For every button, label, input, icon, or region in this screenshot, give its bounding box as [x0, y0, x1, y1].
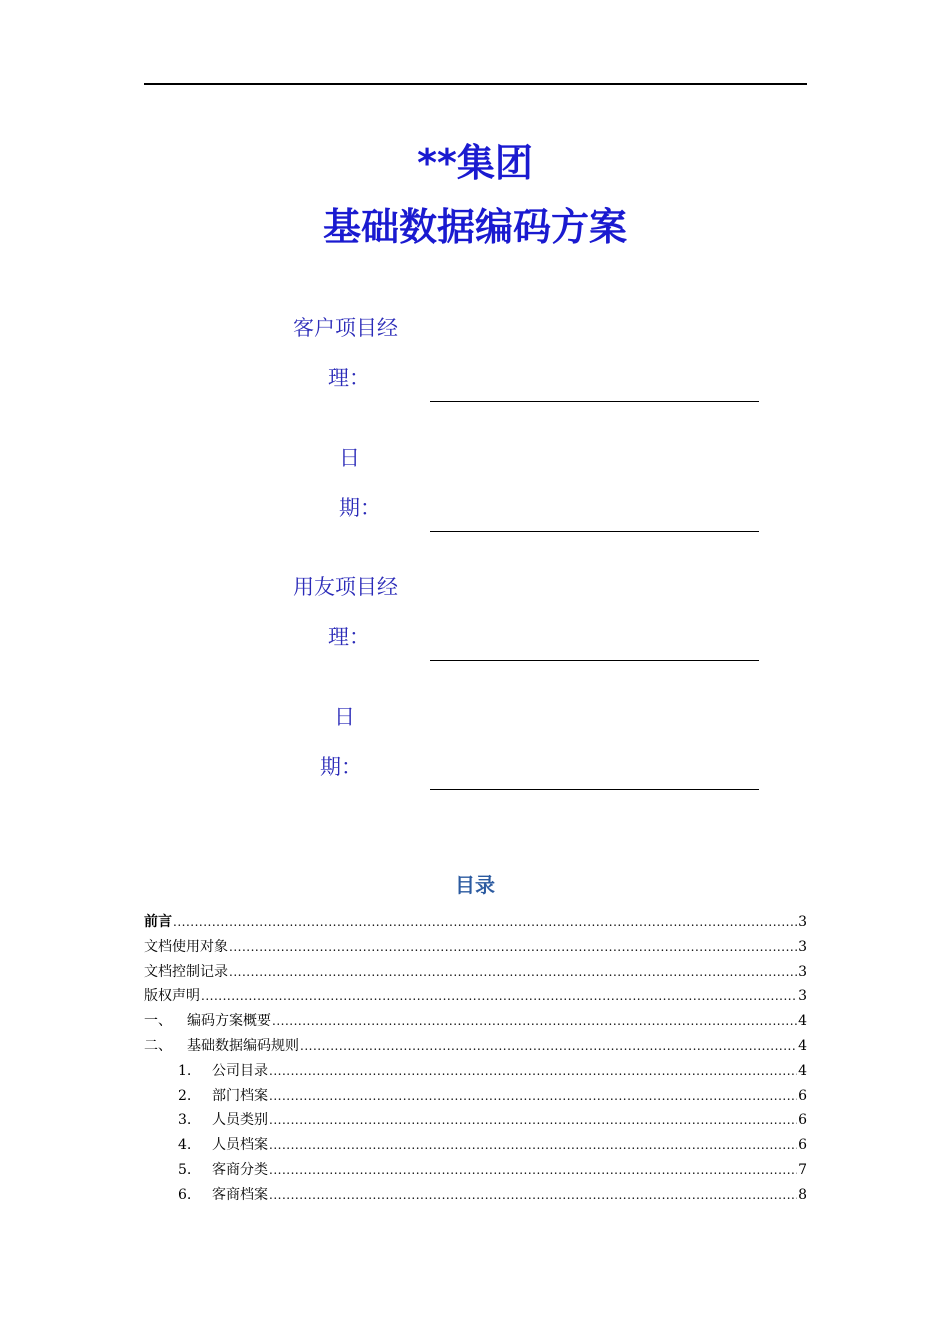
toc-entry-page: 3: [798, 988, 807, 1005]
toc-entry-text: 前言: [144, 914, 172, 930]
toc-entry[interactable]: [144, 1183, 807, 1208]
toc-entry-number: 4.: [178, 1137, 192, 1154]
toc-entry-page: 4: [798, 1037, 807, 1054]
toc-leader: [269, 1084, 797, 1109]
toc-entry-text: 部门档案: [212, 1087, 268, 1104]
client-date-label-a: 日: [339, 446, 360, 470]
toc-entry-number: 5.: [178, 1161, 192, 1178]
toc-entry-number: 6.: [178, 1186, 192, 1203]
toc-entry-page: 4: [798, 1062, 807, 1079]
yonyou-date-label-b: 期：: [320, 755, 362, 779]
toc-leader: [272, 1009, 797, 1034]
toc-entry[interactable]: [144, 1158, 807, 1183]
toc-entry-number: 3.: [178, 1112, 192, 1129]
toc-entry-text: 文档使用对象: [144, 938, 228, 955]
yonyou-manager-label-b: 理：: [328, 625, 370, 649]
toc-entry-number: 2.: [178, 1087, 192, 1104]
toc-entry-text: 客商分类: [212, 1161, 268, 1178]
toc-entry-page: 7: [798, 1161, 807, 1178]
header-rule: [144, 83, 807, 85]
toc-entry-text: 客商档案: [212, 1186, 268, 1203]
yonyou-manager-signature-line: [430, 660, 759, 661]
toc-entry-text: 人员类别: [212, 1112, 268, 1129]
toc-entry-number: 一、: [144, 1013, 172, 1030]
toc-leader: [269, 1158, 797, 1183]
toc-leader: [269, 1183, 797, 1208]
yonyou-date-label-a: 日: [334, 705, 355, 729]
table-of-contents: [144, 910, 807, 1208]
toc-entry-text: 公司目录: [212, 1062, 268, 1079]
toc-leader: [269, 1059, 797, 1084]
toc-entry[interactable]: [144, 910, 807, 935]
client-manager-label-b: 理：: [328, 366, 370, 390]
toc-entry[interactable]: [144, 1034, 807, 1059]
document-title-line2: 基础数据编码方案: [322, 205, 627, 249]
toc-entry-text: 编码方案概要: [187, 1013, 271, 1030]
toc-entry[interactable]: [144, 984, 807, 1009]
toc-leader: [229, 960, 797, 985]
toc-leader: [229, 935, 797, 960]
toc-entry-number: 二、: [144, 1037, 172, 1054]
toc-entry-number: 1.: [178, 1062, 192, 1079]
client-date-line: [430, 531, 759, 532]
client-date-label-b: 期：: [339, 496, 381, 520]
yonyou-date-line: [430, 789, 759, 790]
toc-entry-text: 文档控制记录: [144, 963, 228, 980]
toc-leader: [269, 1108, 797, 1133]
toc-entry-page: 6: [798, 1137, 807, 1154]
toc-entry-text: 版权声明: [144, 988, 200, 1005]
toc-entry[interactable]: [144, 1133, 807, 1158]
toc-heading: 目录: [455, 873, 495, 897]
toc-entry[interactable]: [144, 1059, 807, 1084]
toc-entry-page: 3: [798, 914, 807, 930]
toc-leader: [201, 984, 797, 1009]
document-title-line1: **集团: [417, 141, 533, 185]
yonyou-manager-label-a: 用友项目经: [293, 575, 398, 599]
toc-entry-page: 3: [798, 938, 807, 955]
toc-entry[interactable]: [144, 1084, 807, 1109]
client-manager-signature-line: [430, 401, 759, 402]
toc-leader: [269, 1133, 797, 1158]
toc-entry[interactable]: [144, 1108, 807, 1133]
toc-entry[interactable]: [144, 960, 807, 985]
toc-entry-page: 3: [798, 963, 807, 980]
toc-entry-page: 8: [798, 1186, 807, 1203]
toc-entry-page: 4: [798, 1013, 807, 1030]
toc-entry-page: 6: [798, 1087, 807, 1104]
toc-entry-page: 6: [798, 1112, 807, 1129]
toc-entry[interactable]: [144, 935, 807, 960]
toc-leader: [300, 1034, 797, 1059]
toc-entry-text: 人员档案: [212, 1137, 268, 1154]
toc-leader: [173, 910, 797, 935]
toc-entry[interactable]: [144, 1009, 807, 1034]
toc-entry-text: 基础数据编码规则: [187, 1037, 299, 1054]
client-manager-label-a: 客户项目经: [293, 316, 398, 340]
